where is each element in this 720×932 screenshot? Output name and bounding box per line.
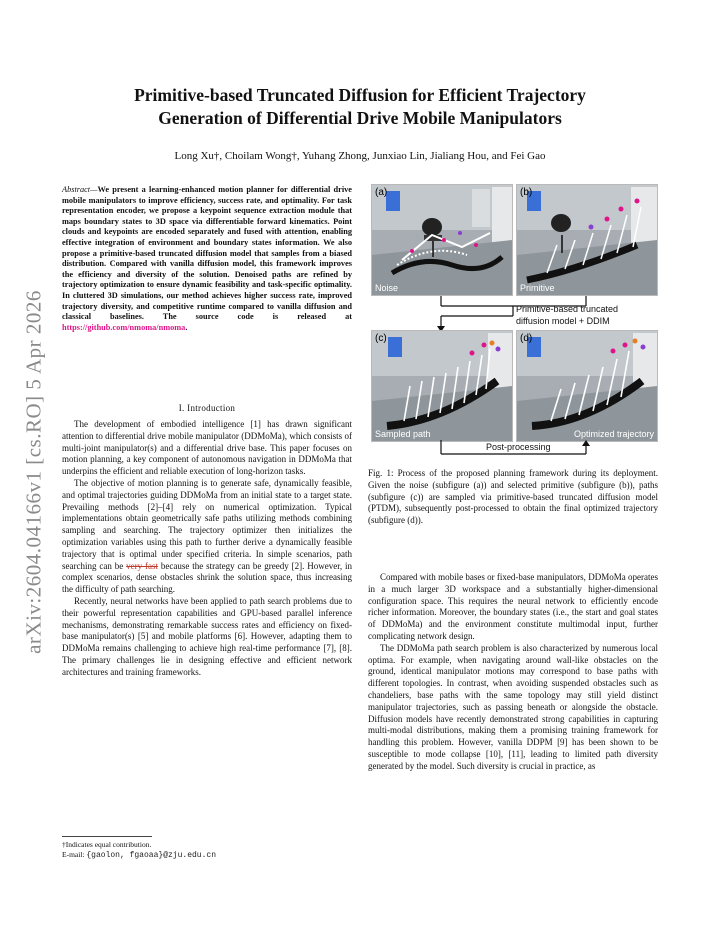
panel-b-primitive	[516, 184, 658, 296]
diffusion-label-2: diffusion model + DDIM	[516, 316, 610, 326]
intro-paragraph-2: The objective of motion planning is to generate safe, dynamically feasible, and optimal trajectories guiding DDMoMa from an initial state to a target state. Prevailing methods [2]–[4] rely on numerical optimization. Typical implementations obtain geometrically safe paths utilizing methods combining sampling and searching. The trajectory optimizer then initializes the optimization variables using this path to further derive a dynamically feasible trajectory that is optimal under specified criteria. In simple scenarios, path searching can be very fast because the strategy can be greedy [2]. However, in complex scenarios, dense obstacles shrink the solution space, thus increasing the difficulty of path searching.	[62, 477, 352, 595]
struck-text: very fast	[126, 560, 158, 571]
panel-c-sampled-path	[371, 330, 513, 442]
footnote	[62, 840, 352, 861]
panel-b-image	[517, 185, 657, 295]
panel-b-tag: (b)	[520, 187, 533, 198]
author-list: Long Xu†, Choilam Wong†, Yuhang Zhong, Junxiao Lin, Jialiang Hou, and Fei Gao	[174, 150, 546, 162]
diffusion-label-1: Primitive-based truncated	[516, 304, 619, 314]
arxiv-stamp: arXiv:2604.04166v1 [cs.RO] 5 Apr 2026	[21, 290, 46, 654]
intro-left-column	[62, 419, 352, 679]
panel-d-caption: Optimized trajectory	[573, 429, 654, 439]
figure-1	[368, 184, 658, 460]
right-paragraph-2: The DDMoMa path search problem is also characterized by numerous local optima. For example, when navigating around wall-like obstacles on the ground, identical manipulator motions may correspond to base paths with different topologies. In contrast, when avoiding suspended obstacles such as chandeliers, base paths with the same topology may still yield distinct manipulator trajectories, such as passing beneath or alongside the obstacle. Diffusion models have recently demonstrated strong capabilities in capturing multi-modal distributions, making them a promising training framework for handling this problem. However, vanilla DDPM [9] has been shown to be susceptible to mode collapse [10], [11], leading to limited path diversity generated by the model. Such diversity is crucial in practice, as	[368, 642, 658, 771]
panel-a-tag: (a)	[375, 187, 388, 198]
panel-c-caption: Sampled path	[375, 429, 431, 439]
figure-caption: Fig. 1: Process of the proposed planning framework during its deployment. Given the noise (subfigure (a)) and selected primitive (subfigure (b)), paths (subfigure (c)) are sampled via primitive-based truncated diffusion model (PTDM), subsequently post-processed to obtain the final optimized trajectory (subfigure (d)).	[368, 468, 658, 526]
abstract: Abstract—We present a learning-enhanced motion planner for differential drive mobile manipulators to improve efficiency, success rate, and optimality. For task representation encoder, we propose a keypoint sequence extraction module that maps boundary states to 3D space via differentiable forward kinematics. Point clouds and keypoints are encoded separately and fused with attention, enabling effective integration of environment and boundary states information. We also propose a primitive-based truncated diffusion model that samples from a biased distribution. Compared with vanilla diffusion model, this framework improves the efficiency and diversity of the solution. Denoised paths are refined by trajectory optimization to ensure dynamic feasibility and task-specific optimality. In cluttered 3D simulations, our method achieves higher success rate, improved trajectory diversity, and competitive runtime compared to vanilla diffusion and classical baselines. The source code is released at https://github.com/nmoma/nmoma.	[62, 185, 352, 332]
right-paragraph-1: Compared with mobile bases or fixed-base manipulators, DDMoMa operates in a much larger 3D workspace and a substantially higher-dimensional configuration space. This requires the neural network to efficiently encode richer information. Moreover, the boundary states (i.e., the start and goal states of DDMoMa) and the environment constitute multimodal input, further complicating network design.	[368, 572, 658, 641]
email-address: {gaolon, fgaoaa}@zju.edu.cn	[86, 851, 216, 860]
post-processing-label: Post-processing	[486, 442, 551, 452]
panel-d-optimized-trajectory	[516, 330, 658, 442]
source-code-link[interactable]: https://github.com/nmoma/nmoma	[62, 322, 186, 332]
intro-right-column	[368, 572, 658, 773]
panel-d-image	[517, 331, 657, 441]
equal-contribution-note: †Indicates equal contribution.	[62, 840, 152, 849]
panel-a-caption: Noise	[375, 283, 399, 293]
intro-paragraph-3: Recently, neural networks have been applied to path search problems due to their powerful representation capabilities and GPU-based parallel inference mechanisms, demonstrating remarkable success rates and efficiency on fixed-base manipulator(s) [5] and mobile platforms [6]. However, adapting them to DDMoMa remains challenging to achieve high real-time performance [7], [8]. The primary challenges lie in designing effective and efficient network architectures and training frameworks.	[62, 595, 352, 677]
section-heading: I. Introduction	[178, 403, 236, 413]
title-line-1: Primitive-based Truncated Diffusion for Efficient Trajectory	[134, 85, 586, 105]
panel-b-caption: Primitive	[520, 283, 555, 293]
email-line: E-mail: {gaolon, fgaoaa}@zju.edu.cn	[62, 850, 216, 860]
intro-paragraph-1: The development of embodied intelligence [1] has drawn significant attention to differential drive mobile manipulator (DDMoMa), which consists of multi-joint manipulator(s) and a differential drive base. This paper focuses on motion planning, a key component of autonomous navigation in DDMoMa that underpins the efficient and reliable execution of long-horizon tasks.	[62, 419, 352, 477]
panel-a-image	[372, 185, 512, 295]
title-line-2: Generation of Differential Drive Mobile Manipulators	[158, 108, 562, 128]
paper-title	[60, 84, 660, 130]
abstract-lead: Abstract—	[62, 185, 98, 194]
footnote-rule	[62, 836, 152, 837]
panel-d-tag: (d)	[520, 333, 533, 344]
panel-a-noise	[371, 184, 513, 296]
panel-c-image	[372, 331, 512, 441]
panel-c-tag: (c)	[375, 333, 387, 344]
abstract-body: We present a learning-enhanced motion planner for differential drive mobile manipulators to improve efficiency, success rate, and optimality. For task representation encoder, we propose a keypoint sequence extraction module that maps boundary states to 3D space via differentiable forward kinematics. Point clouds and keypoints are encoded separately and fused with attention, enabling effective integration of environment and boundary states information. We also propose a primitive-based truncated diffusion model that samples from a biased distribution. Compared with vanilla diffusion model, this framework improves the efficiency and diversity of the solution. Denoised paths are refined by trajectory optimization to ensure dynamic feasibility and task-specific optimality. In cluttered 3D simulations, our method achieves higher success rate, improved trajectory diversity, and competitive runtime compared to vanilla diffusion and classical baselines. The source code is released at	[62, 185, 352, 322]
